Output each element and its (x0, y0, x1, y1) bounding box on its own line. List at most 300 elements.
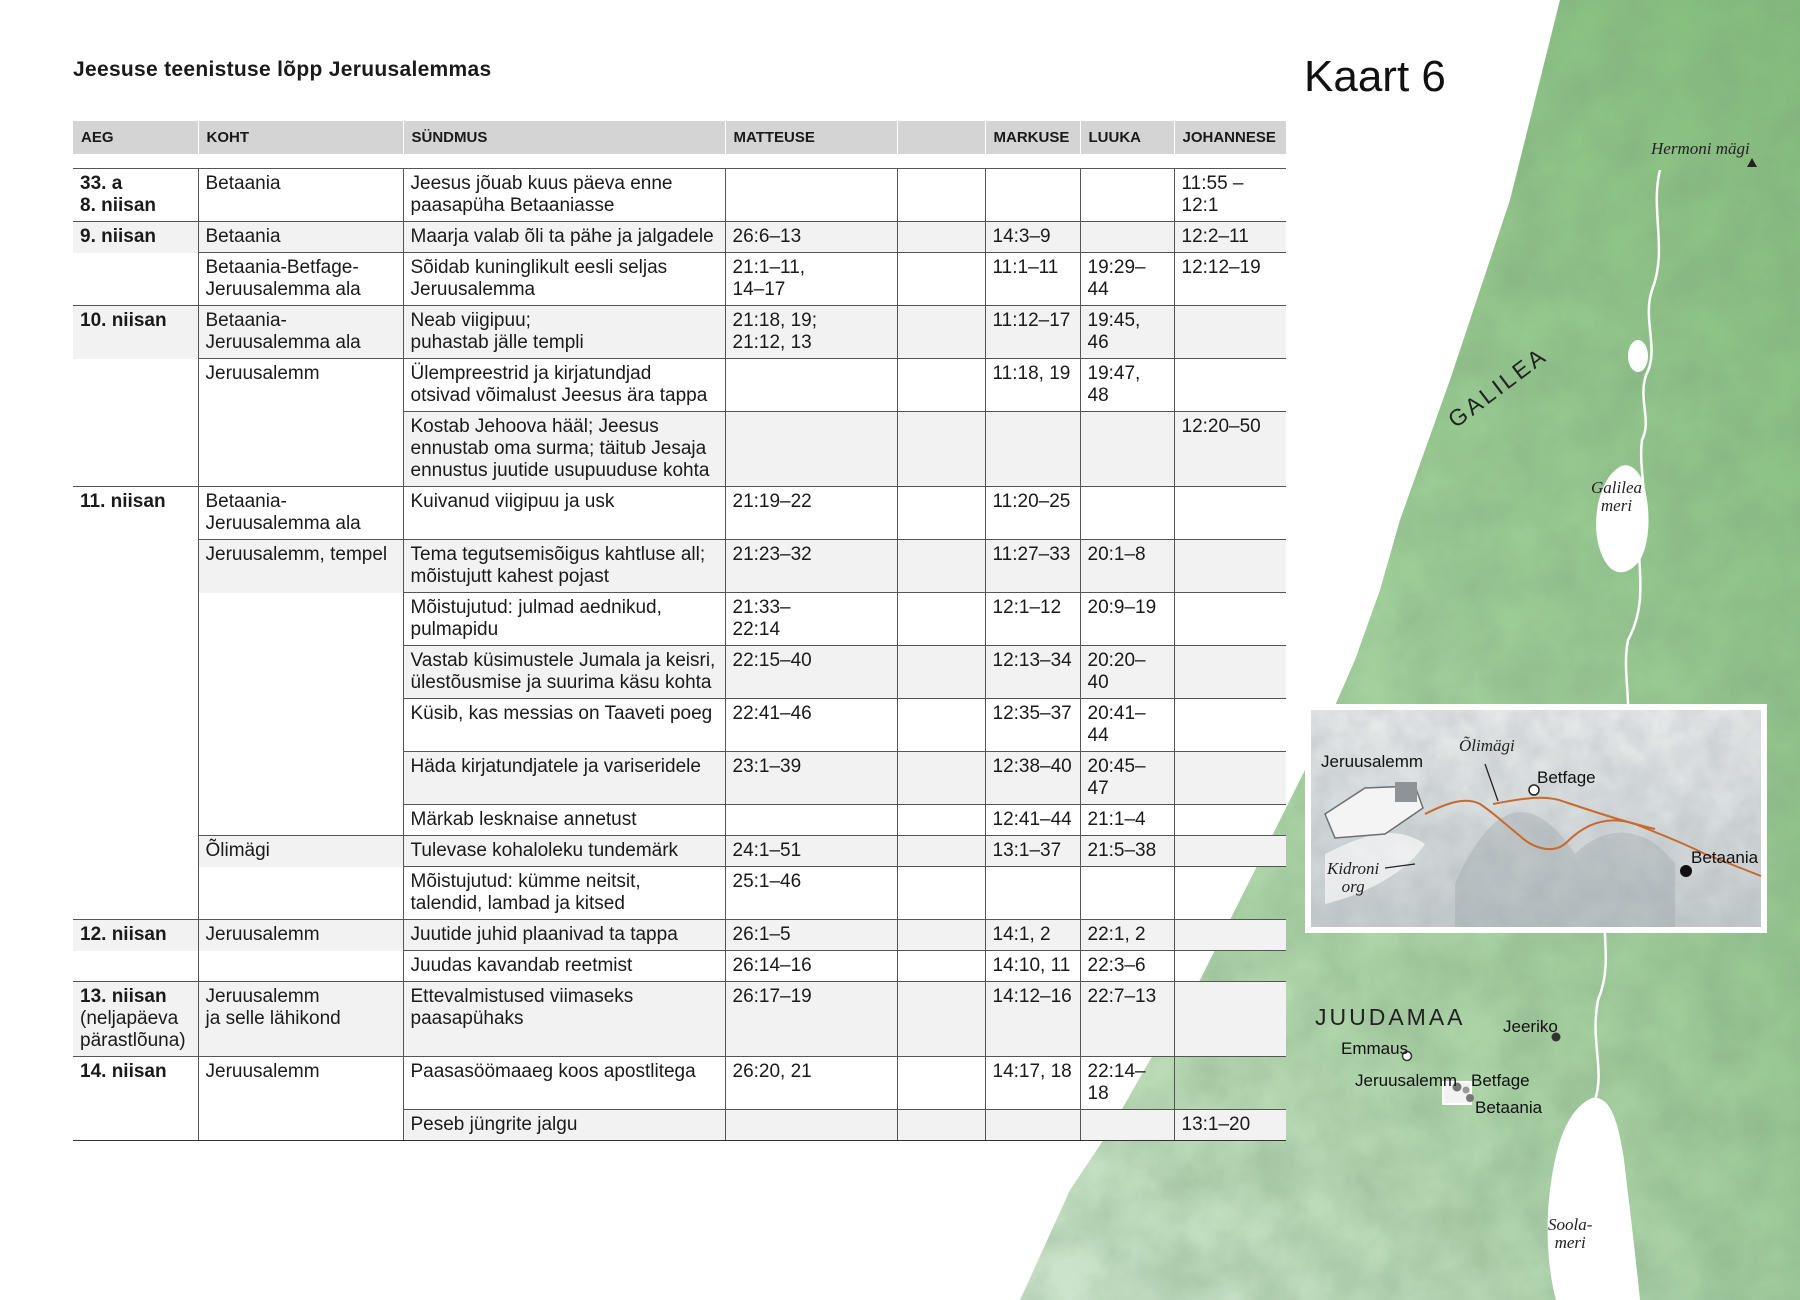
koht-line: Jeruusalemm (205, 924, 320, 945)
matteuse-cell (725, 1057, 897, 1110)
aeg-line: 11. niisan (80, 491, 166, 512)
luuka-cell (1080, 540, 1174, 593)
luuka-line: 22:7–13 (1087, 986, 1157, 1007)
inset-jeruusalemm-label: Jeruusalemm (1321, 752, 1424, 771)
koht-line: Jeruusalemm, tempel (205, 544, 388, 565)
luuka-cell (1080, 752, 1174, 805)
syndmus-line: ennustus juutide usupuuduse kohta (410, 460, 710, 481)
matteuse-cell (725, 646, 897, 699)
syndmus-line: Peseb jüngrite jalgu (410, 1114, 578, 1135)
aeg-cell (73, 306, 198, 359)
blank-cell (897, 920, 985, 951)
lake-hula (1628, 340, 1648, 372)
aeg-line: 8. niisan (80, 195, 157, 216)
syndmus-line: ennustab oma surma; täitub Jesaja (410, 438, 707, 459)
betfage-label: Betfage (1471, 1071, 1530, 1090)
blank-cell (897, 646, 985, 699)
table-row (73, 487, 1286, 540)
luuka-cell (1080, 359, 1174, 412)
syndmus-cell (403, 699, 725, 752)
johannese-cell (1174, 920, 1286, 951)
table-row (73, 752, 1286, 805)
koht-line: Betaania-Betfage- (205, 257, 359, 278)
table-row (73, 412, 1286, 487)
johannese-cell (1174, 222, 1286, 253)
koht-cell (198, 867, 403, 920)
aeg-cell (73, 412, 198, 487)
matteuse-cell (725, 412, 897, 487)
luuka-cell (1080, 487, 1174, 540)
matteuse-line: 21:1–11, (732, 257, 806, 278)
luuka-cell (1080, 951, 1174, 982)
inset-kidron-label-line2: org (1341, 877, 1365, 896)
aeg-line: 33. a (80, 173, 123, 194)
matteuse-line: 22:14 (732, 619, 781, 640)
header-empty (897, 121, 985, 154)
blank-cell (897, 306, 985, 359)
aeg-cell (73, 487, 198, 540)
johannese-cell (1174, 867, 1286, 920)
table-row (73, 540, 1286, 593)
koht-cell (198, 359, 403, 412)
table-row (73, 306, 1286, 359)
markuse-line: 14:10, 11 (992, 955, 1071, 976)
matteuse-line: 25:1–46 (732, 871, 802, 892)
koht-cell (198, 593, 403, 646)
koht-cell (198, 169, 403, 222)
soola-meri-label-line2: meri (1554, 1233, 1586, 1252)
koht-line: Õlimägi (205, 840, 270, 861)
syndmus-cell (403, 253, 725, 306)
markuse-line: 14:17, 18 (992, 1061, 1072, 1082)
matteuse-cell (725, 593, 897, 646)
johannese-cell (1174, 752, 1286, 805)
aeg-cell (73, 169, 198, 222)
aeg-cell (73, 593, 198, 646)
blank-cell (897, 253, 985, 306)
matteuse-cell (725, 169, 897, 222)
blank-cell (897, 836, 985, 867)
koht-cell (198, 253, 403, 306)
matteuse-cell (725, 699, 897, 752)
header-aeg: AEG (73, 121, 198, 154)
matteuse-cell (725, 951, 897, 982)
syndmus-cell (403, 805, 725, 836)
markuse-cell (985, 920, 1080, 951)
luuka-line: 21:1–4 (1087, 809, 1146, 830)
syndmus-cell (403, 487, 725, 540)
aeg-cell (73, 1110, 198, 1141)
markuse-line: 12:41–44 (992, 809, 1072, 830)
markuse-cell (985, 169, 1080, 222)
blank-cell (897, 593, 985, 646)
luuka-cell (1080, 867, 1174, 920)
map-title: Kaart 6 (1304, 52, 1446, 101)
inset-kidron-label-line1: Kidroni (1327, 859, 1380, 878)
blank-cell (897, 699, 985, 752)
aeg-line: pärastlõuna) (80, 1030, 186, 1051)
table-row (73, 1057, 1286, 1110)
koht-line: Jeruusalemm (205, 363, 320, 384)
aeg-line: 13. niisan (80, 986, 167, 1007)
header-matteuse: MATTEUSE (725, 121, 897, 154)
matteuse-cell (725, 752, 897, 805)
luuka-line: 20:45–47 (1087, 756, 1146, 799)
luuka-cell (1080, 646, 1174, 699)
johannese-cell (1174, 836, 1286, 867)
table-row (73, 169, 1286, 222)
koht-line: Betaania (205, 226, 281, 247)
syndmus-cell (403, 836, 725, 867)
syndmus-cell (403, 412, 725, 487)
blank-cell (897, 359, 985, 412)
luuka-line: 20:1–8 (1087, 544, 1146, 565)
matteuse-line: 22:15–40 (732, 650, 812, 671)
koht-cell (198, 836, 403, 867)
koht-cell (198, 982, 403, 1057)
syndmus-line: Paasasöömaaeg koos apostlitega (410, 1061, 696, 1082)
johannese-cell (1174, 1110, 1286, 1141)
blank-cell (897, 982, 985, 1057)
markuse-line: 14:12–16 (992, 986, 1072, 1007)
table-row (73, 253, 1286, 306)
koht-cell (198, 540, 403, 593)
luuka-line: 21:5–38 (1087, 840, 1157, 861)
johannese-cell (1174, 412, 1286, 487)
matteuse-cell (725, 982, 897, 1057)
syndmus-cell (403, 1110, 725, 1141)
matteuse-line: 26:1–5 (732, 924, 791, 945)
syndmus-line: mõistujutt kahest pojast (410, 566, 610, 587)
betaania-label: Betaania (1475, 1098, 1543, 1117)
luuka-cell (1080, 920, 1174, 951)
luuka-cell (1080, 1110, 1174, 1141)
koht-line: Jeruusalemm (205, 1061, 320, 1082)
syndmus-line: Kuivanud viigipuu ja usk (410, 491, 615, 512)
matteuse-line: 23:1–39 (732, 756, 802, 777)
koht-line: Jeruusalemma ala (205, 279, 361, 300)
matteuse-line: 21:12, 13 (732, 332, 812, 353)
koht-cell (198, 222, 403, 253)
galilea-region-label: GALILEA (1443, 341, 1553, 433)
syndmus-line: Küsib, kas messias on Taaveti poeg (410, 703, 713, 724)
koht-cell (198, 646, 403, 699)
blank-cell (897, 222, 985, 253)
syndmus-line: otsivad võimalust Jeesus ära tappa (410, 385, 708, 406)
luuka-line: 19:47, 48 (1087, 363, 1141, 406)
luuka-line: 22:14–18 (1087, 1061, 1146, 1104)
header-johannese: JOHANNESE (1174, 121, 1286, 154)
syndmus-cell (403, 867, 725, 920)
markuse-line: 12:1–12 (992, 597, 1062, 618)
syndmus-line: Jeesus jõuab kuus päeva enne (410, 173, 673, 194)
table-row (73, 1110, 1286, 1141)
luuka-cell (1080, 805, 1174, 836)
luuka-cell (1080, 169, 1174, 222)
blank-cell (897, 951, 985, 982)
syndmus-line: puhastab jälle templi (410, 332, 584, 353)
luuka-line: 22:3–6 (1087, 955, 1146, 976)
matteuse-cell (725, 306, 897, 359)
inset-olimagi-label: Õlimägi (1459, 736, 1515, 755)
luuka-cell (1080, 306, 1174, 359)
markuse-line: 13:1–37 (992, 840, 1062, 861)
syndmus-line: paasapühaks (410, 1008, 524, 1029)
syndmus-cell (403, 982, 725, 1057)
matteuse-cell (725, 253, 897, 306)
table-row (73, 593, 1286, 646)
syndmus-line: Mõistujutud: julmad aednikud, (410, 597, 662, 618)
syndmus-cell (403, 951, 725, 982)
markuse-cell (985, 593, 1080, 646)
table-header-row (73, 121, 1286, 154)
syndmus-line: Tulevase kohaloleku tundemärk (410, 840, 679, 861)
johannese-cell (1174, 982, 1286, 1057)
johannese-line: 11:55 – (1181, 173, 1244, 194)
table-row (73, 951, 1286, 982)
koht-line: Jeruusalemma ala (205, 513, 361, 534)
koht-cell (198, 805, 403, 836)
blank-cell (897, 169, 985, 222)
matteuse-line: 26:14–16 (732, 955, 812, 976)
header-syndmus: SÜNDMUS (403, 121, 725, 154)
aeg-cell (73, 646, 198, 699)
hermon-label: Hermoni mägi (1651, 139, 1750, 158)
matteuse-line: 21:33– (732, 597, 791, 618)
aeg-line: 14. niisan (80, 1061, 167, 1082)
table-row (73, 920, 1286, 951)
luuka-line: 20:41–44 (1087, 703, 1146, 746)
aeg-cell (73, 253, 198, 306)
markuse-cell (985, 951, 1080, 982)
johannese-cell (1174, 1057, 1286, 1110)
inset-betaania-label: Betaania (1691, 848, 1759, 867)
table-row (73, 222, 1286, 253)
syndmus-line: pulmapidu (410, 619, 499, 640)
syndmus-line: Märkab lesknaise annetust (410, 809, 637, 830)
luuka-cell (1080, 222, 1174, 253)
markuse-line: 11:12–17 (992, 310, 1071, 331)
johannese-cell (1174, 169, 1286, 222)
syndmus-line: Tema tegutsemisõigus kahtluse all; (410, 544, 706, 565)
jeeriko-label: Jeeriko (1503, 1017, 1558, 1036)
markuse-line: 11:20–25 (992, 491, 1071, 512)
syndmus-line: Häda kirjatundjatele ja variseridele (410, 756, 701, 777)
matteuse-line: 21:23–32 (732, 544, 812, 565)
markuse-cell (985, 982, 1080, 1057)
koht-cell (198, 752, 403, 805)
matteuse-cell (725, 805, 897, 836)
syndmus-line: paasapüha Betaaniasse (410, 195, 615, 216)
markuse-cell (985, 646, 1080, 699)
luuka-cell (1080, 593, 1174, 646)
koht-line: Jeruusalemma ala (205, 332, 361, 353)
markuse-cell (985, 359, 1080, 412)
events-table (73, 121, 1286, 1141)
matteuse-line: 22:41–46 (732, 703, 812, 724)
blank-cell (897, 1057, 985, 1110)
luuka-line: 20:9–19 (1087, 597, 1157, 618)
jeruusalemm-label: Jeruusalemm (1355, 1071, 1458, 1090)
koht-cell (198, 1057, 403, 1110)
table-row (73, 982, 1286, 1057)
blank-cell (897, 487, 985, 540)
blank-cell (897, 412, 985, 487)
johannese-cell (1174, 540, 1286, 593)
koht-line: ja selle lähikond (205, 1008, 341, 1029)
aeg-line: 12. niisan (80, 924, 167, 945)
koht-cell (198, 951, 403, 982)
inset-view (1305, 704, 1767, 933)
aeg-cell (73, 540, 198, 593)
markuse-cell (985, 253, 1080, 306)
table-row (73, 836, 1286, 867)
syndmus-cell (403, 646, 725, 699)
johannese-line: 12:20–50 (1181, 416, 1261, 437)
luuka-cell (1080, 699, 1174, 752)
johannese-cell (1174, 805, 1286, 836)
koht-cell (198, 1110, 403, 1141)
page-heading: Jeesuse teenistuse lõpp Jeruusalemmas (73, 58, 492, 81)
aeg-cell (73, 836, 198, 867)
matteuse-cell (725, 540, 897, 593)
aeg-cell (73, 867, 198, 920)
aeg-line: 9. niisan (80, 226, 157, 247)
table-row (73, 805, 1286, 836)
syndmus-line: talendid, lambad ja kitsed (410, 893, 625, 914)
koht-cell (198, 487, 403, 540)
johannese-cell (1174, 306, 1286, 359)
betaania-dot (1466, 1094, 1474, 1102)
matteuse-cell (725, 222, 897, 253)
emmaus-label: Emmaus (1341, 1039, 1409, 1058)
johannese-cell (1174, 359, 1286, 412)
markuse-cell (985, 752, 1080, 805)
aeg-cell (73, 951, 198, 982)
markuse-line: 11:27–33 (992, 544, 1071, 565)
blank-cell (897, 867, 985, 920)
koht-cell (198, 412, 403, 487)
syndmus-line: Kostab Jehoova hääl; Jeesus (410, 416, 659, 437)
koht-cell (198, 699, 403, 752)
table-row (73, 359, 1286, 412)
luuka-line: 22:1, 2 (1087, 924, 1146, 945)
syndmus-cell (403, 359, 725, 412)
syndmus-line: Ülempreestrid ja kirjatundjad (410, 363, 652, 384)
inset-kidron-label (1327, 860, 1379, 896)
johannese-line: 12:1 (1181, 195, 1219, 216)
markuse-cell (985, 805, 1080, 836)
syndmus-cell (403, 1057, 725, 1110)
matteuse-line: 21:19–22 (732, 491, 812, 512)
markuse-cell (985, 836, 1080, 867)
johannese-cell (1174, 646, 1286, 699)
syndmus-line: Neab viigipuu; (410, 310, 531, 331)
johannese-cell (1174, 253, 1286, 306)
johannese-line: 13:1–20 (1181, 1114, 1251, 1135)
aeg-cell (73, 359, 198, 412)
markuse-line: 14:1, 2 (992, 924, 1051, 945)
aeg-cell (73, 699, 198, 752)
table-row (73, 699, 1286, 752)
syndmus-line: Juudas kavandab reetmist (410, 955, 633, 976)
matteuse-line: 24:1–51 (732, 840, 802, 861)
syndmus-line: Jeruusalemma (410, 279, 536, 300)
johannese-cell (1174, 699, 1286, 752)
koht-cell (198, 920, 403, 951)
syndmus-line: Vastab küsimustele Jumala ja keisri, (410, 650, 716, 671)
syndmus-line: Sõidab kuninglikult eesli seljas (410, 257, 668, 278)
markuse-line: 12:38–40 (992, 756, 1072, 777)
matteuse-cell (725, 920, 897, 951)
matteuse-cell (725, 836, 897, 867)
soola-meri-label (1548, 1216, 1592, 1252)
markuse-cell (985, 487, 1080, 540)
markuse-line: 11:18, 19 (992, 363, 1071, 384)
markuse-cell (985, 1110, 1080, 1141)
blank-cell (897, 805, 985, 836)
luuka-cell (1080, 253, 1174, 306)
markuse-line: 12:13–34 (992, 650, 1072, 671)
markuse-cell (985, 1057, 1080, 1110)
markuse-cell (985, 222, 1080, 253)
syndmus-line: Maarja valab õli ta pähe ja jalgadele (410, 226, 714, 247)
luuka-cell (1080, 982, 1174, 1057)
johannese-cell (1174, 487, 1286, 540)
galilea-sea-label-line2: meri (1600, 496, 1633, 515)
syndmus-line: ülestõusmise ja suurima käsu kohta (410, 672, 712, 693)
blank-cell (897, 540, 985, 593)
aeg-cell (73, 752, 198, 805)
juudamaa-label: JUUDAMAA (1315, 1004, 1466, 1030)
luuka-line: 20:20–40 (1087, 650, 1146, 693)
blank-cell (897, 752, 985, 805)
syndmus-cell (403, 593, 725, 646)
johannese-cell (1174, 951, 1286, 982)
luuka-cell (1080, 1057, 1174, 1110)
markuse-cell (985, 699, 1080, 752)
inset-betfage-label: Betfage (1537, 768, 1596, 787)
syndmus-line: Juutide juhid plaanivad ta tappa (410, 924, 678, 945)
syndmus-cell (403, 920, 725, 951)
syndmus-line: Ettevalmistused viimaseks (410, 986, 634, 1007)
aeg-cell (73, 805, 198, 836)
matteuse-cell (725, 359, 897, 412)
matteuse-cell (725, 867, 897, 920)
aeg-cell (73, 1057, 198, 1110)
aeg-line: (neljapäeva (80, 1008, 179, 1029)
markuse-cell (985, 412, 1080, 487)
betfage-dot (1463, 1087, 1470, 1094)
koht-cell (198, 306, 403, 359)
matteuse-line: 26:17–19 (732, 986, 812, 1007)
luuka-cell (1080, 836, 1174, 867)
koht-line: Betaania- (205, 310, 287, 331)
luuka-line: 19:45, 46 (1087, 310, 1141, 353)
header-koht: KOHT (198, 121, 403, 154)
soola-meri-label-line1: Soola- (1548, 1215, 1593, 1234)
markuse-cell (985, 540, 1080, 593)
table-row (73, 867, 1286, 920)
matteuse-line: 21:18, 19; (732, 310, 818, 331)
koht-line: Betaania (205, 173, 281, 194)
luuka-line: 19:29–44 (1087, 257, 1146, 300)
syndmus-cell (403, 169, 725, 222)
header-luuka: LUUKA (1080, 121, 1174, 154)
syndmus-cell (403, 540, 725, 593)
markuse-line: 14:3–9 (992, 226, 1051, 247)
header-markuse: MARKUSE (985, 121, 1080, 154)
